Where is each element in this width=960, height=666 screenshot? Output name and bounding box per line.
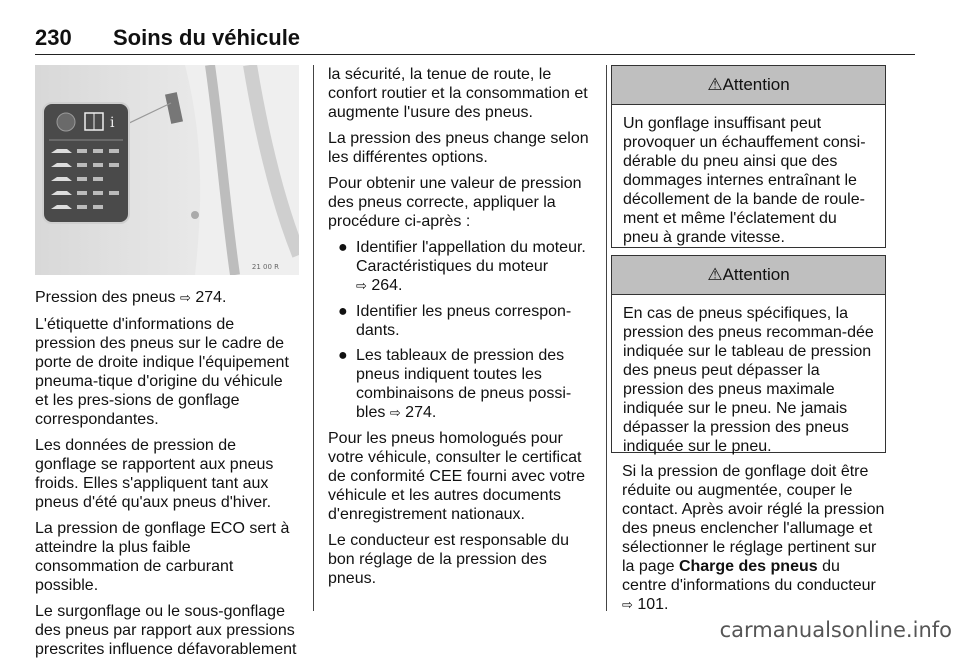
- column-divider: [313, 65, 314, 611]
- warning-text: En cas de pneus spécifiques, la pression des pneus recomman-dée indiquée sur le tableau de pression des pneus peut dépasser la pression des pneus maximale indiquée sur le pneu. Ne jamais dépasser la pression des pneus indiquée sur le pneu.: [623, 305, 874, 455]
- cross-reference-arrow-icon: ⇨: [389, 406, 401, 421]
- paragraph: La pression de gonflage ECO sert à atteindre la plus faible consommation de carburant possible.: [35, 520, 290, 594]
- warning-header: [612, 256, 885, 295]
- warning-header: [612, 66, 885, 105]
- paragraph: Si la pression de gonflage doit être réduite ou augmentée, couper le contact. Après avoir réglé la pression des pneus enclencher l'allumage et sélectionner le réglage pertinent sur la page Charge des pneus du centre d'informations du conducteur ⇨ 101.: [622, 463, 885, 613]
- watermark: carmanualsonline.info: [719, 618, 952, 642]
- warning-text: Un gonflage insuffisant peut provoquer un échauffement consi-dérable du pneu ainsi que des dommages internes entraînant le décollement de la bande de roule-ment et même l'éclatement du pneu à grande vitesse.: [623, 115, 866, 246]
- svg-text:i: i: [110, 115, 115, 131]
- list-item: ● Identifier les pneus correspon-dants.: [338, 303, 572, 339]
- figure-code: 21 00 R: [251, 263, 279, 271]
- right-column: [622, 462, 886, 622]
- bullet-icon: ●: [338, 303, 348, 320]
- paragraph: Pour obtenir une valeur de pression des pneus correcte, appliquer la procédure ci-après :: [328, 175, 582, 230]
- tire-pressure-label-illustration: [35, 65, 299, 275]
- door-frame-drawing: [35, 65, 299, 275]
- left-column: [35, 288, 299, 666]
- cross-reference-link[interactable]: 101.: [637, 596, 669, 613]
- paragraph: Les données de pression de gonflage se rapportent aux pneus froids. Elles s'appliquent tant aux pneus d'été qu'aux pneus d'hiver.: [35, 437, 274, 511]
- cross-reference-arrow-icon: ⇨: [179, 291, 191, 306]
- procedure-list: [328, 238, 592, 423]
- cross-reference-link[interactable]: 264.: [371, 277, 403, 294]
- page-header: [35, 20, 915, 55]
- paragraph: Pour les pneus homologués pour votre véhicule, consulter le certificat de conformité CEE fourni avec votre véhicule et les autres documents d'enregistrement nationaux.: [328, 430, 586, 523]
- paragraph: L'étiquette d'informations de pression des pneus sur le cadre de porte de droite indique l'équipement pneuma-tique d'origine du véhicule et les pres-sions de gonflage correspondantes.: [35, 316, 289, 428]
- warning-title: Attention: [722, 75, 790, 94]
- paragraph: Pression des pneus ⇨ 274.: [35, 289, 227, 306]
- menu-label: Charge des pneus: [678, 558, 818, 575]
- warning-box: [611, 255, 886, 453]
- cross-reference-arrow-icon: ⇨: [622, 598, 633, 613]
- column-divider: [606, 65, 607, 611]
- page-number: 230: [35, 25, 72, 50]
- page-title: Soins du véhicule: [113, 25, 301, 50]
- cross-reference-arrow-icon: ⇨: [356, 279, 367, 294]
- paragraph: La pression des pneus change selon les différentes options.: [328, 130, 589, 166]
- warning-triangle-icon: ⚠: [707, 75, 723, 94]
- paragraph: Le surgonflage ou le sous-gonflage des pneus par rapport aux pressions prescrites influence défavorablement: [35, 603, 297, 658]
- paragraph: Le conducteur est responsable du bon réglage de la pression des pneus.: [328, 532, 570, 587]
- middle-column: [328, 65, 592, 595]
- bullet-icon: ●: [338, 347, 348, 364]
- cross-reference-link[interactable]: 274.: [405, 404, 437, 421]
- warning-triangle-icon: ⚠: [707, 265, 723, 284]
- bullet-icon: ●: [338, 239, 348, 256]
- warning-title: Attention: [722, 265, 790, 284]
- list-item: ● Identifier l'appellation du moteur. Caractéristiques du moteur ⇨ 264.: [338, 239, 586, 294]
- list-item: ● Les tableaux de pression des pneus indiquent toutes les combinaisons de pneus possi-bles ⇨ 274.: [338, 347, 572, 421]
- paragraph: la sécurité, la tenue de route, le confort routier et la consommation et augmente l'usure des pneus.: [328, 66, 588, 121]
- warning-box: [611, 65, 886, 248]
- cross-reference-link[interactable]: 274.: [195, 289, 227, 306]
